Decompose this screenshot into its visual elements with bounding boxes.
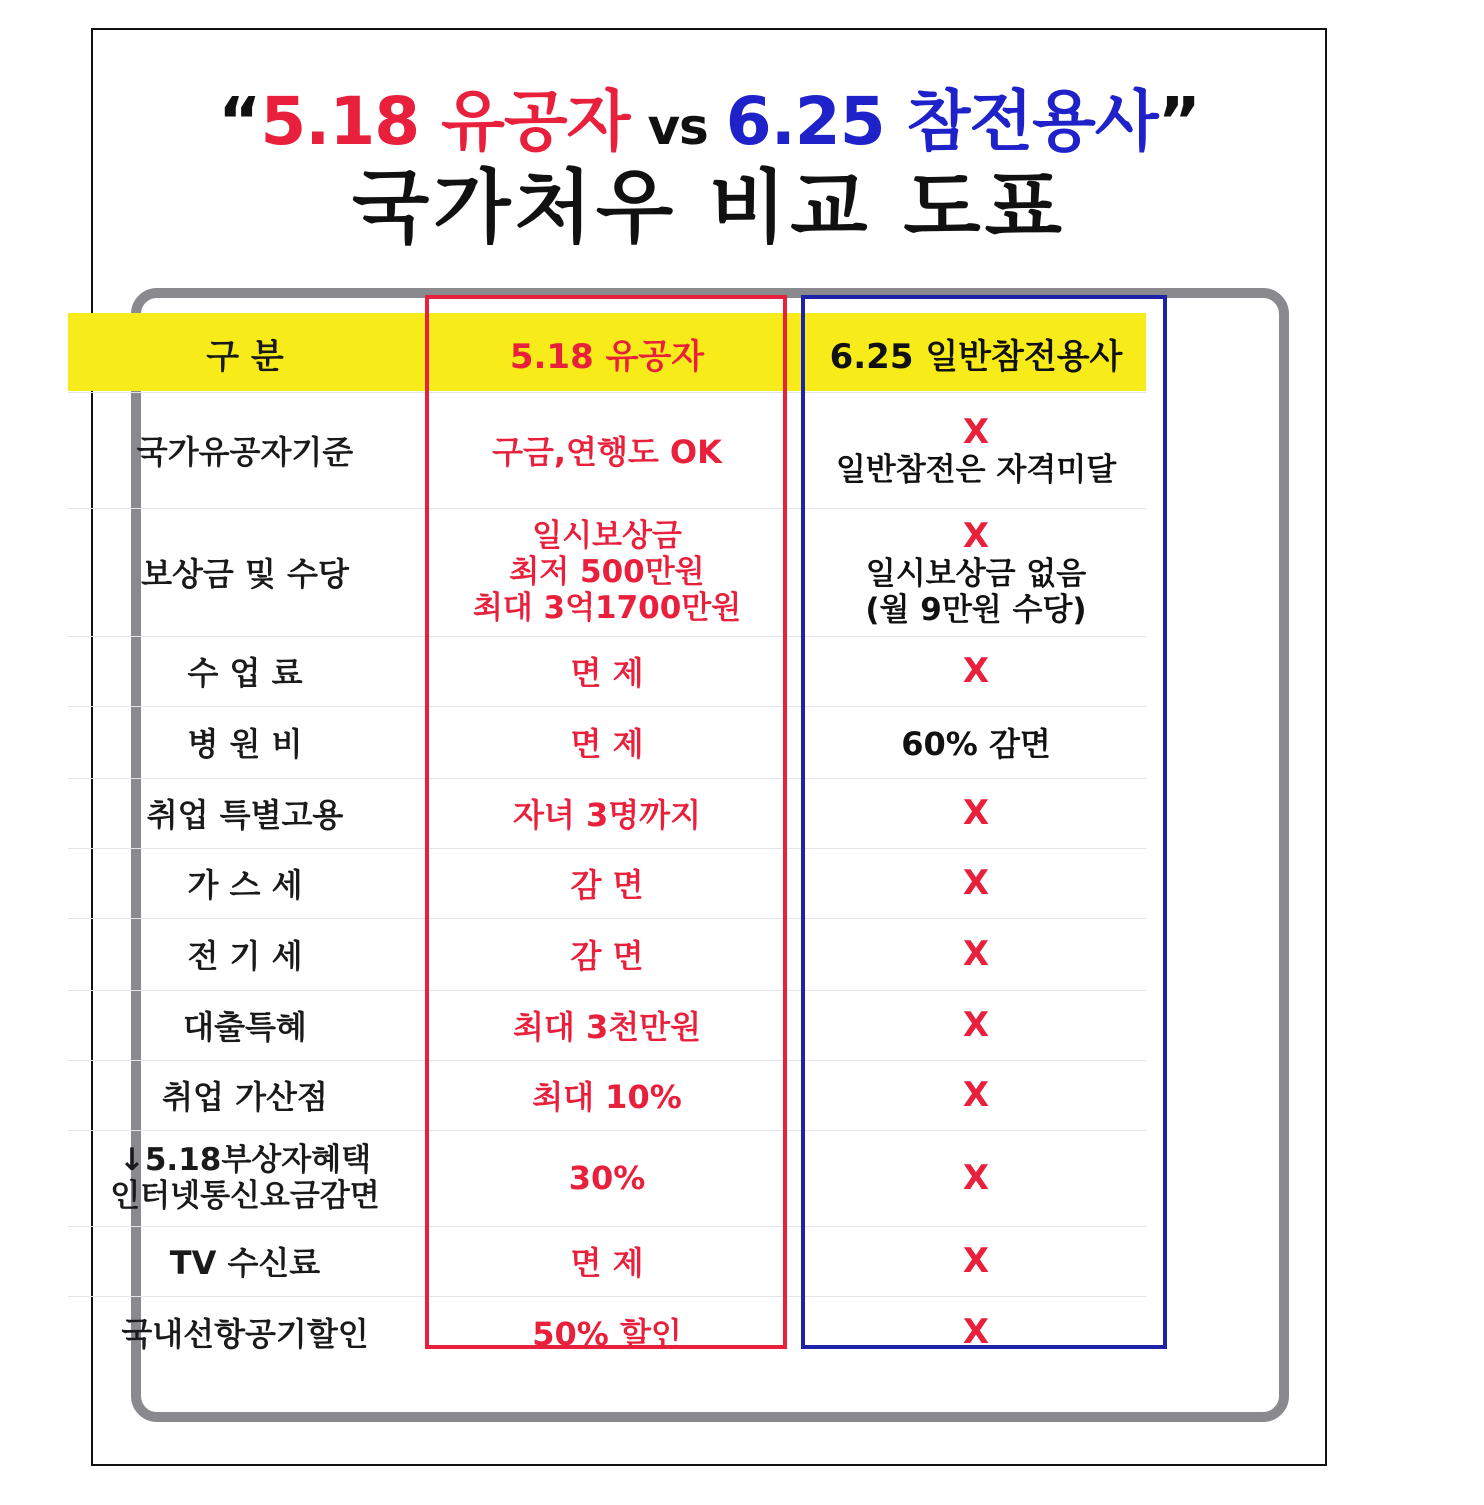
row-625-text: 일반참전은 자격미달: [835, 452, 1117, 488]
header-category-label: 구 분: [206, 336, 284, 377]
row-category: [68, 1296, 422, 1368]
row-category: [68, 848, 422, 918]
row-518-text: 자녀 3명까지: [513, 796, 701, 834]
x-mark-icon: X: [962, 516, 990, 556]
x-mark-icon: X: [962, 1075, 990, 1115]
row-625-text: 60% 감면: [901, 725, 1051, 763]
x-mark-icon: X: [962, 651, 990, 691]
title-left-group: 5.18 유공자: [260, 83, 630, 160]
row-category: [68, 508, 422, 636]
x-mark-icon: X: [962, 1241, 990, 1281]
col-625-highlight-box: [801, 295, 1167, 1349]
title-line-2: 국가처우 비교 도표: [352, 161, 1066, 254]
row-category: [68, 918, 422, 990]
row-category-text: 취업 가산점: [162, 1078, 328, 1116]
x-mark-icon: X: [962, 793, 990, 833]
row-category-text: 보상금 및 수당: [141, 555, 349, 593]
row-518-text: 30%: [568, 1159, 646, 1197]
x-mark-icon: X: [962, 934, 990, 974]
row-518-text: 감 면: [570, 937, 644, 975]
close-quote: ”: [1157, 83, 1201, 160]
row-518-text: 일시보상금: [532, 518, 682, 554]
row-category-text: 국가유공자기준: [136, 433, 354, 471]
row-518-text: 50% 할인: [532, 1315, 682, 1353]
row-category: [68, 392, 422, 508]
row-518-text: 면 제: [570, 725, 644, 763]
title-right-group: 6.25 참전용사: [725, 83, 1158, 160]
row-category-text: 병 원 비: [187, 725, 303, 763]
row-category: [68, 706, 422, 778]
row-category: [68, 990, 422, 1060]
row-518-text: 감 면: [570, 866, 644, 904]
row-518-text: 최대 10%: [532, 1078, 682, 1116]
row-category: [68, 1060, 422, 1130]
row-518-text: 면 제: [570, 1244, 644, 1282]
row-518-text: 구금,연행도 OK: [492, 433, 722, 471]
header-category: [68, 315, 422, 391]
row-category-text: 국내선항공기할인: [121, 1315, 369, 1353]
x-mark-icon: X: [962, 863, 990, 903]
header-518-label: 5.18 유공자: [509, 336, 705, 377]
open-quote: “: [217, 83, 261, 160]
row-category: [68, 1226, 422, 1296]
x-mark-icon: X: [962, 412, 990, 452]
row-category-text: ↓5.18부상자혜택: [118, 1142, 372, 1178]
title-vs: vs: [647, 98, 708, 156]
row-518-text: 면 제: [570, 654, 644, 692]
row-category-text: 인터넷통신요금감면: [110, 1178, 380, 1214]
row-category: [68, 636, 422, 706]
row-category: [68, 1130, 422, 1226]
col-518-highlight-box: [425, 295, 787, 1349]
row-518-text: 최대 3천만원: [513, 1008, 701, 1046]
row-625-text: (월 9만원 수당): [865, 592, 1087, 628]
row-category-text: 전 기 세: [187, 937, 303, 975]
row-category-text: 취업 특별고용: [146, 796, 344, 834]
row-category-text: TV 수신료: [169, 1244, 321, 1282]
row-category-text: 대출특혜: [183, 1008, 307, 1046]
x-mark-icon: X: [962, 1158, 990, 1198]
row-category-text: 가 스 세: [187, 866, 303, 904]
row-category-text: 수 업 료: [187, 654, 303, 692]
header-625-label: 6.25 일반참전용사: [829, 336, 1123, 377]
row-518-text: 최저 500만원: [509, 554, 705, 590]
x-mark-icon: X: [962, 1005, 990, 1045]
row-518-text: 최대 3억1700만원: [472, 590, 742, 626]
x-mark-icon: X: [962, 1312, 990, 1352]
row-625-text: 일시보상금 없음: [865, 556, 1087, 592]
row-category: [68, 778, 422, 848]
